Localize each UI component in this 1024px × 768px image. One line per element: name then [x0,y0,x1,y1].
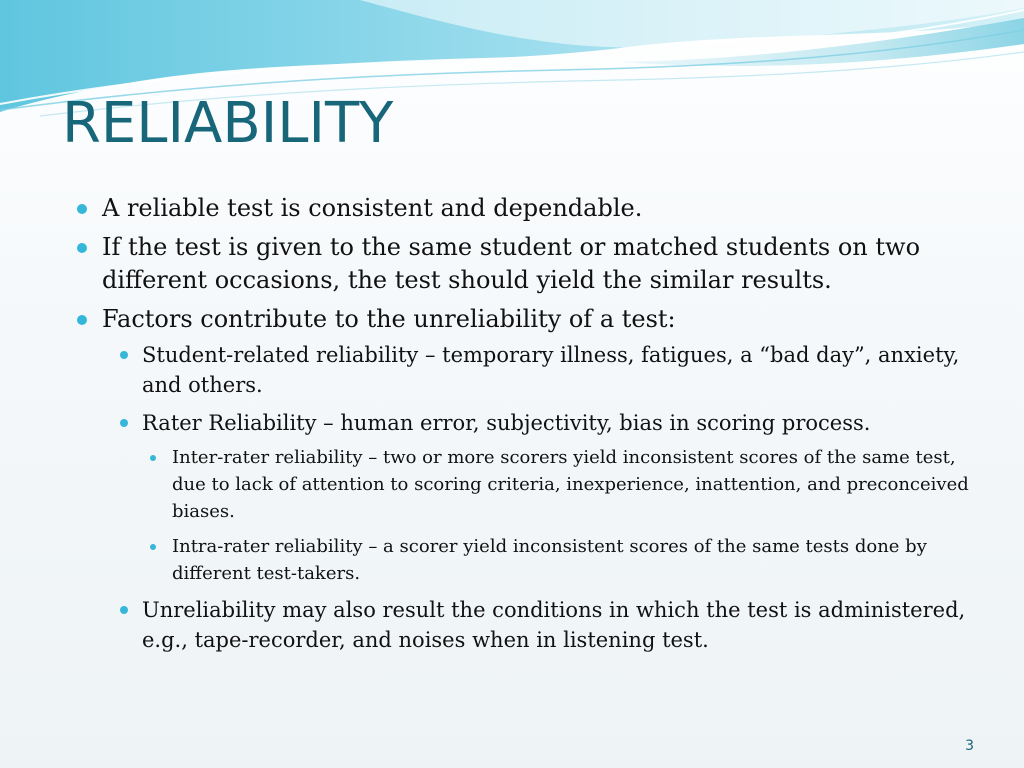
bullet-dot-icon [120,351,128,359]
sub-bullet-item: Unreliability may also result the conditions in which the test is administered, e.g., tape-recorder, and noises when in listening test. [102,595,987,655]
sub-bullet-list [102,340,987,655]
slide-title: RELIABILITY [62,91,394,156]
sub-sub-bullet-list [142,444,987,587]
bullet-dot-icon [120,419,128,427]
sub-sub-bullet-item: Intra-rater reliability – a scorer yield inconsistent scores of the same tests done by different test-takers. [142,533,987,587]
bullet-item: A reliable test is consistent and dependable. [72,192,987,225]
slide-body [72,192,987,663]
bullet-item: Factors contribute to the unreliability of a test: Student-related reliability – temporary illness, fatigues, a “bad day”, anxiety, and others. Rater Reliability – human error, subjectivity, bias in scoring process. Inter-rater reliability – two or more scorers yield inconsistent scores of the same test, due to lack of attention to scoring criteria, inexperience, inattention, and preconceived biases. Intra-rater reliability – a scorer yield inconsistent scores of the same tests done by different test-takers. Unreliability may also result the conditions in which the test is administered, e.g., tape-recorder, and noises when in listening test. [72,303,987,655]
bullet-dot-icon [77,315,87,325]
bullet-item: If the test is given to the same student or matched students on two different occasions, the test should yield the similar results. [72,231,987,297]
bullet-dot-icon [77,243,87,253]
sub-bullet-item: Student-related reliability – temporary illness, fatigues, a “bad day”, anxiety, and others. [102,340,987,400]
bullet-dot-icon [77,204,87,214]
sub-bullet-item: Rater Reliability – human error, subjectivity, bias in scoring process. Inter-rater reliability – two or more scorers yield inconsistent scores of the same test, due to lack of attention to scoring criteria, inexperience, inattention, and preconceived biases. Intra-rater reliability – a scorer yield inconsistent scores of the same tests done by different test-takers. [102,408,987,587]
page-number: 3 [965,738,974,754]
bullet-list [72,192,987,655]
sub-sub-bullet-item: Inter-rater reliability – two or more scorers yield inconsistent scores of the same test, due to lack of attention to scoring criteria, inexperience, inattention, and preconceived biases. [142,444,987,525]
bullet-dot-icon [150,455,156,461]
bullet-dot-icon [120,606,128,614]
bullet-dot-icon [150,544,156,550]
